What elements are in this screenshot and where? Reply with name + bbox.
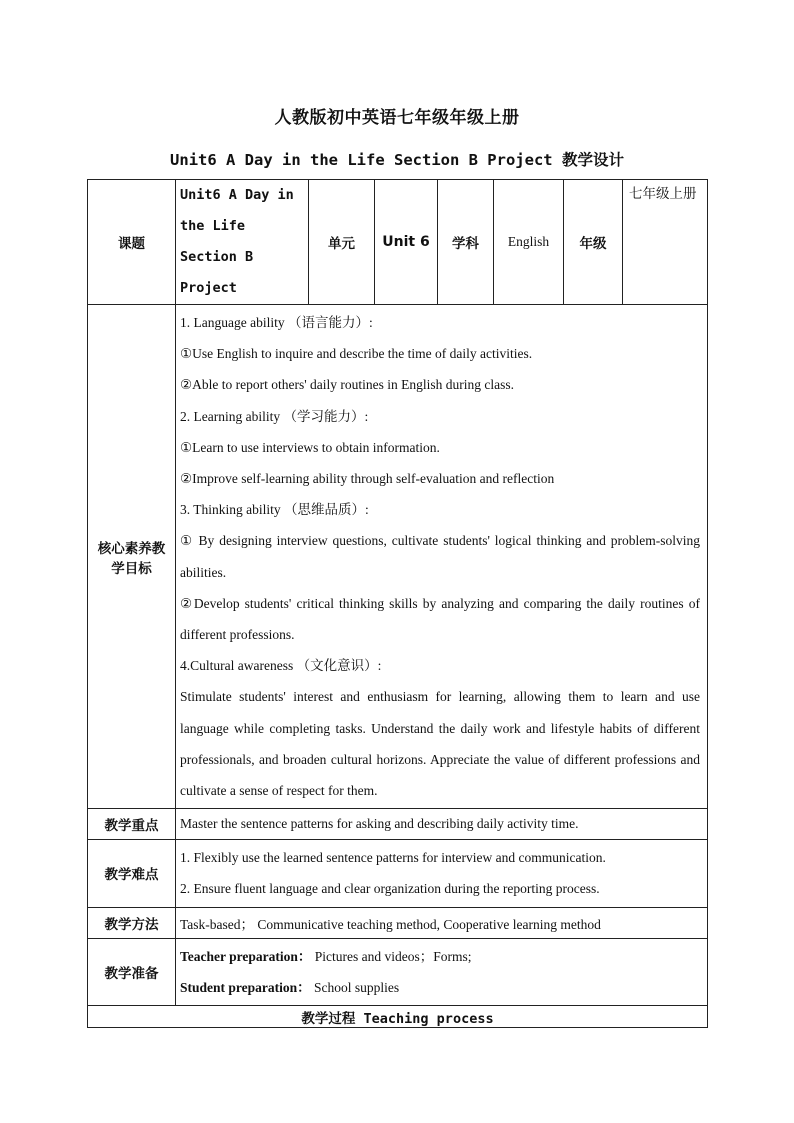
- key-points-label: 教学重点: [88, 809, 176, 840]
- unit-value: Unit 6: [375, 180, 438, 305]
- objective-line: Stimulate students' interest and enthusiasm for learning, allowing them to learn and use language while completing tasks. Understand the daily work and lifestyle habits of different professionals, and broaden cultural horizons. Appreciate the value of different professions and cultivate a sense of respect for them.: [180, 689, 700, 799]
- preparation-label: 教学准备: [88, 938, 176, 1005]
- student-preparation-label: Student preparation：: [180, 979, 311, 995]
- objective-line: ①Use English to inquire and describe the time of daily activities.: [180, 346, 533, 362]
- objectives-row: [88, 305, 708, 809]
- topic-label: 课题: [88, 180, 176, 305]
- difficulty-line: 1. Flexibly use the learned sentence patterns for interview and communication.: [180, 850, 606, 866]
- student-preparation-text: School supplies: [310, 979, 400, 995]
- objective-line: 1. Language ability （语言能力）:: [180, 315, 373, 330]
- methods-text: Task-based； Communicative teaching method, Cooperative learning method: [176, 907, 708, 938]
- objective-line: 2. Learning ability （学习能力）:: [180, 408, 369, 424]
- methods-label: 教学方法: [88, 907, 176, 938]
- difficulties-row: [88, 840, 708, 907]
- grade-value: 七年级上册: [623, 180, 708, 305]
- subject-value: English: [494, 180, 564, 305]
- objective-line: ①Learn to use interviews to obtain information.: [180, 439, 440, 455]
- teacher-preparation: [180, 941, 700, 972]
- header-row: [88, 180, 708, 305]
- topic-value: Unit6 A Day in the Life Section B Project: [176, 180, 309, 305]
- difficulty-line: 2. Ensure fluent language and clear organization during the reporting process.: [180, 881, 600, 897]
- process-row: [88, 1006, 708, 1028]
- difficulties-content: [176, 840, 708, 907]
- objective-line: ②Able to report others' daily routines in English during class.: [180, 377, 514, 393]
- teacher-preparation-label: Teacher preparation：: [180, 948, 312, 964]
- objective-line: 4.Cultural awareness （文化意识）:: [180, 658, 382, 674]
- process-label: 教学过程 Teaching process: [88, 1006, 708, 1028]
- objective-line: ②Develop students' critical thinking skills by analyzing and comparing the daily routines of different professions.: [180, 595, 700, 643]
- methods-row: [88, 907, 708, 938]
- student-preparation: [180, 972, 700, 1003]
- preparation-row: [88, 938, 708, 1005]
- document-title: 人教版初中英语七年级年级上册: [274, 108, 520, 127]
- subject-label: 学科: [438, 180, 494, 305]
- preparation-content: [176, 938, 708, 1005]
- objective-line: ②Improve self-learning ability through self-evaluation and reflection: [180, 471, 555, 487]
- objectives-label: 核心素养教学目标: [88, 305, 176, 809]
- objectives-content: [176, 305, 708, 809]
- lesson-plan-table: [87, 179, 708, 1028]
- key-points-row: [88, 809, 708, 840]
- document-subtitle: Unit6 A Day in the Life Section B Project 教学设计: [170, 151, 624, 169]
- objective-line: ① By designing interview questions, cultivate students' logical thinking and problem-solving abilities.: [180, 533, 700, 580]
- key-points-text: Master the sentence patterns for asking and describing daily activity time.: [176, 809, 708, 840]
- teacher-preparation-text: Pictures and videos；Forms;: [311, 948, 472, 964]
- unit-label: 单元: [309, 180, 375, 305]
- difficulties-label: 教学难点: [88, 840, 176, 907]
- grade-label: 年级: [564, 180, 623, 305]
- objective-line: 3. Thinking ability （思维品质）:: [180, 502, 369, 518]
